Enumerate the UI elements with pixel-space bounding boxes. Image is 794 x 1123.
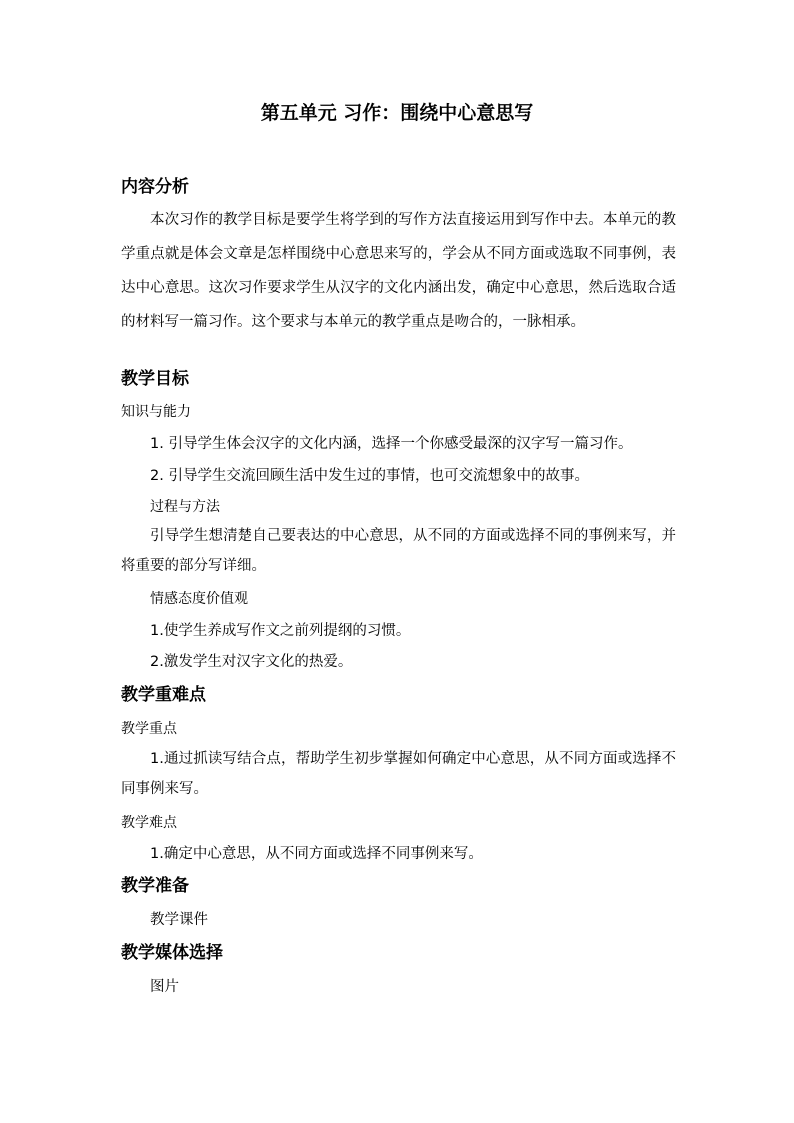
teaching-focus-text: 1.通过抓读写结合点，帮助学生初步掌握如何确定中心意思，从不同方面或选择不同事例来写。 [121, 751, 676, 797]
heading-key-points: 教学重难点 [121, 685, 206, 705]
process-text: 引导学生想清楚自己要表达的中心意思，从不同的方面或选择不同的事例来写，并将重要的部分写详细。 [121, 528, 676, 574]
document-title: 第五单元 习作：围绕中心意思写 [260, 102, 534, 124]
heading-process-method: 过程与方法 [150, 499, 220, 515]
knowledge-item-1: 1. 引导学生体会汉字的文化内涵，选择一个你感受最深的汉字写一篇习作。 [150, 436, 633, 452]
preparation-text: 教学课件 [150, 912, 208, 928]
teaching-difficulty-text: 1.确定中心意思，从不同方面或选择不同事例来写。 [150, 846, 483, 862]
heading-teaching-focus: 教学重点 [121, 721, 177, 737]
heading-emotion-values: 情感态度价值观 [150, 591, 248, 607]
heading-teaching-difficulty: 教学难点 [121, 815, 177, 831]
content-analysis-paragraph: 本次习作的教学目标是要学生将学到的写作方法直接运用到写作中去。本单元的教学重点就是体会文章是怎样围绕中心意思来写的，学会从不同方面或选取不同事例，表达中心意思。这次习作要求学生从汉字的文化内涵出发，确定中心意思，然后选取合适的材料写一篇习作。这个要求与本单元的教学重点是吻合的，一脉相承。 [121, 212, 676, 330]
heading-preparation: 教学准备 [121, 876, 189, 896]
heading-media: 教学媒体选择 [121, 943, 223, 963]
media-text: 图片 [150, 979, 179, 995]
emotion-item-2: 2.激发学生对汉字文化的热爱。 [150, 654, 353, 670]
emotion-item-1: 1.使学生养成写作文之前列提纲的习惯。 [150, 623, 411, 639]
heading-objectives: 教学目标 [121, 369, 189, 389]
heading-content-analysis: 内容分析 [121, 177, 189, 197]
heading-knowledge-ability: 知识与能力 [121, 404, 191, 420]
knowledge-item-2: 2. 引导学生交流回顾生活中发生过的事情，也可交流想象中的故事。 [150, 468, 589, 484]
